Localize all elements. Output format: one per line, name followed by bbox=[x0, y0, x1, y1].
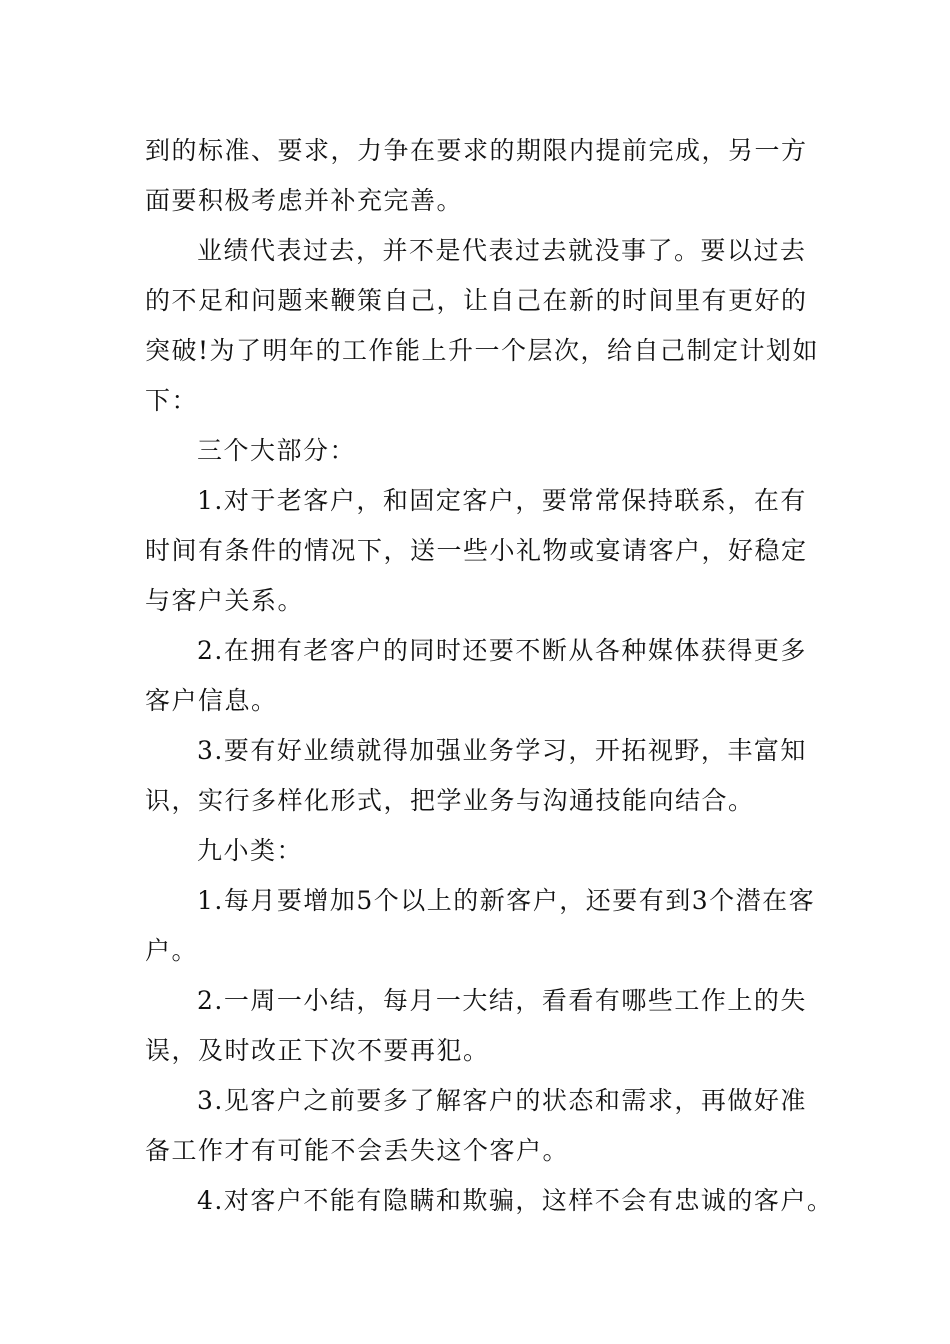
text-line: 识，实行多样化形式，把学业务与沟通技能向结合。 bbox=[145, 786, 755, 815]
list-item-start: 2.一周一小结，每月一大结，看看有哪些工作上的失 bbox=[197, 986, 807, 1015]
list-item-start: 2.在拥有老客户的同时还要不断从各种媒体获得更多 bbox=[197, 636, 807, 665]
list-item-start: 4.对客户不能有隐瞒和欺骗，这样不会有忠诚的客户。 bbox=[197, 1186, 834, 1215]
section-heading-nine-categories: 九小类： bbox=[197, 836, 304, 865]
document-body bbox=[145, 126, 834, 1226]
list-item-start: 1.每月要增加5个以上的新客户，还要有到3个潜在客 bbox=[197, 886, 816, 915]
text-line: 下： bbox=[145, 386, 199, 415]
list-item-start: 1.对于老客户，和固定客户，要常常保持联系，在有 bbox=[197, 486, 807, 515]
text-line: 突破!为了明年的工作能上升一个层次，给自己制定计划如 bbox=[145, 336, 820, 365]
text-line: 备工作才有可能不会丢失这个客户。 bbox=[145, 1136, 570, 1165]
section-heading-three-parts: 三个大部分： bbox=[197, 436, 357, 465]
text-line: 时间有条件的情况下，送一些小礼物或宴请客户，好稳定 bbox=[145, 536, 808, 565]
text-line: 客户信息。 bbox=[145, 686, 278, 715]
text-line: 户。 bbox=[145, 936, 199, 965]
text-line: 到的标准、要求，力争在要求的期限内提前完成，另一方 bbox=[145, 136, 808, 165]
list-item-start: 3.见客户之前要多了解客户的状态和需求，再做好准 bbox=[197, 1086, 807, 1115]
text-line: 的不足和问题来鞭策自己，让自己在新的时间里有更好的 bbox=[145, 286, 808, 315]
list-item-start: 3.要有好业绩就得加强业务学习，开拓视野，丰富知 bbox=[197, 736, 807, 765]
text-line: 与客户关系。 bbox=[145, 586, 305, 615]
paragraph-start: 业绩代表过去，并不是代表过去就没事了。要以过去 bbox=[197, 236, 807, 265]
text-line: 误，及时改正下次不要再犯。 bbox=[145, 1036, 490, 1065]
text-line: 面要积极考虑并补充完善。 bbox=[145, 186, 464, 215]
